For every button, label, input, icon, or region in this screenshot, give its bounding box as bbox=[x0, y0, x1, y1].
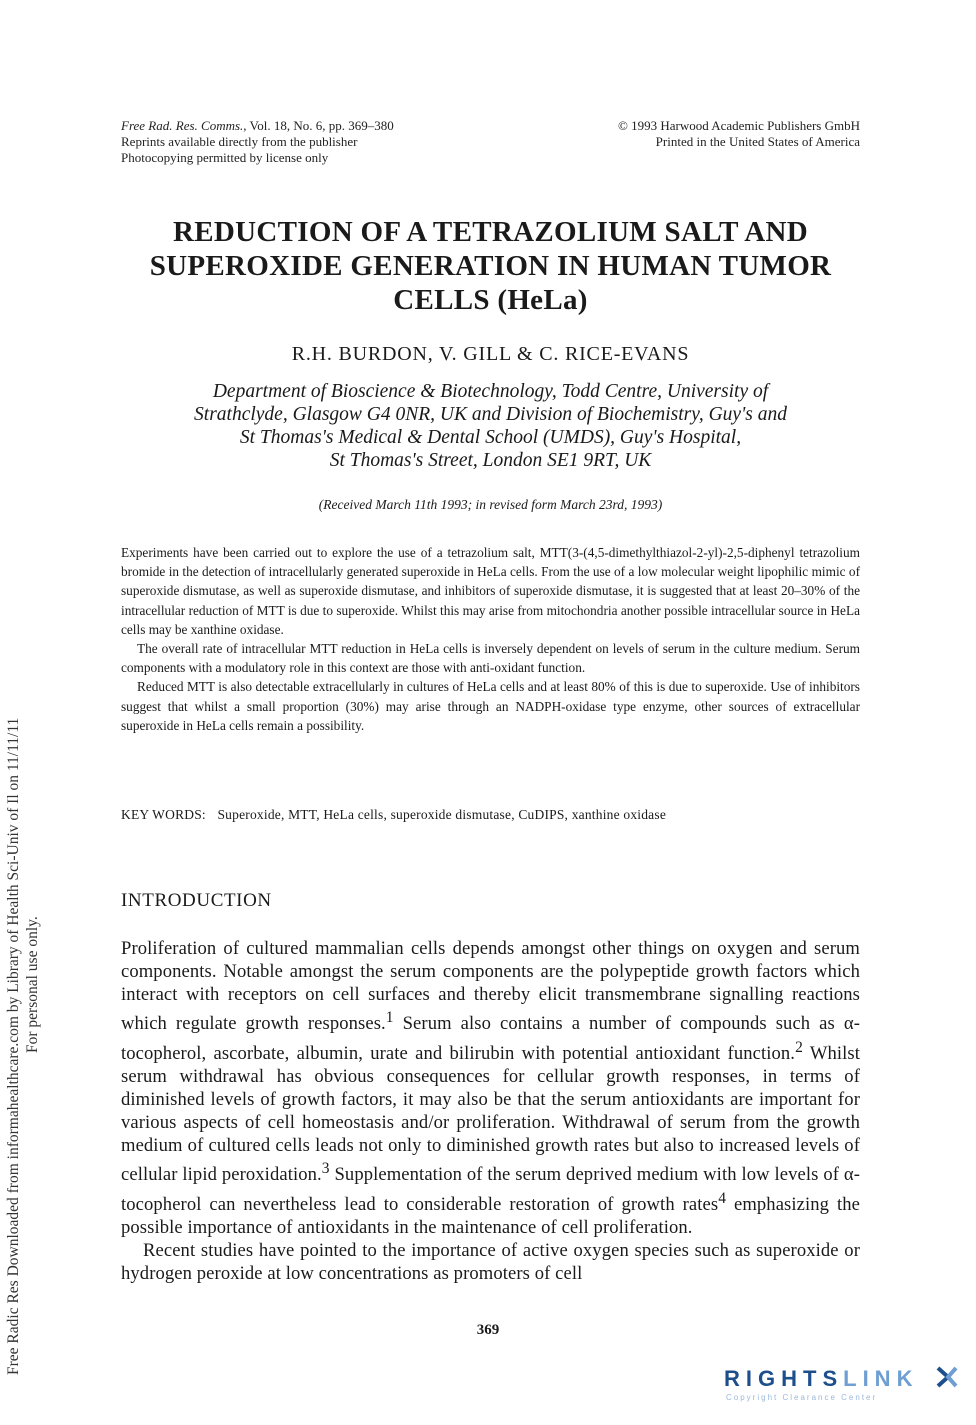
keywords-label: KEY WORDS: bbox=[121, 807, 206, 822]
citation-ref: 1 bbox=[385, 1009, 394, 1027]
affiliation-line-2: Strathclyde, Glasgow G4 0NR, UK and Division of Biochemistry, Guy's and bbox=[194, 404, 787, 425]
header-left bbox=[121, 118, 394, 166]
download-notice-line1: Free Radic Res Downloaded from informahealthcare.com by Library of Health Sci-Univ of Il on 11/11/11 bbox=[5, 717, 22, 1375]
affiliation-line-4: St Thomas's Street, London SE1 9RT, UK bbox=[329, 450, 652, 471]
affiliation-line-3: St Thomas's Medical & Dental School (UMDS), Guy's Hospital, bbox=[239, 427, 742, 448]
body-text bbox=[121, 937, 860, 1285]
title-line-1: REDUCTION OF A TETRAZOLIUM SALT AND bbox=[173, 216, 808, 248]
title-line-3: CELLS (HeLa) bbox=[393, 284, 588, 316]
citation-line bbox=[121, 118, 394, 134]
title-line-2: SUPEROXIDE GENERATION IN HUMAN TUMOR bbox=[149, 250, 832, 282]
keywords-list: Superoxide, MTT, HeLa cells, superoxide dismutase, CuDIPS, xanthine oxidase bbox=[217, 807, 667, 822]
body-text-span: Serum also contains a number of compounds such as α-tocopherol, ascorbate, albumin, urate and bilirubin with potential antioxidant function. bbox=[121, 1013, 860, 1064]
reprints-line: Reprints available directly from the publisher bbox=[121, 134, 358, 149]
journal-name: Free Rad. Res. Comms. bbox=[121, 118, 244, 133]
authors: R.H. BURDON, V. GILL & C. RICE-EVANS bbox=[291, 343, 690, 365]
chevron-left-icon bbox=[948, 1368, 956, 1386]
citation-ref: 3 bbox=[321, 1160, 330, 1178]
keywords bbox=[121, 807, 860, 823]
journal-citation: , Vol. 18, No. 6, pp. 369–380 bbox=[243, 118, 394, 133]
photocopy-line: Photocopying permitted by license only bbox=[121, 150, 329, 165]
received-dates: (Received March 11th 1993; in revised form March 23rd, 1993) bbox=[318, 497, 663, 512]
header-right bbox=[618, 118, 860, 150]
rightslink-logo-subtext: Copyright Clearance Center bbox=[726, 1393, 878, 1402]
abstract-paragraph-2: The overall rate of intracellular MTT reduction in HeLa cells is inversely dependent on levels of serum in the culture medium. Serum components with a modulatory role in this context are those with anti-oxidant function. bbox=[121, 641, 860, 676]
copyright-line: © 1993 Harwood Academic Publishers GmbH bbox=[617, 118, 860, 133]
body-text-span: Supplementation of the serum deprived medium with low levels of α-tocopherol can nevertheless lead to considerable restoration of growth rates bbox=[121, 1164, 861, 1215]
citation-ref: 4 bbox=[718, 1189, 727, 1207]
download-notice bbox=[4, 375, 44, 1375]
download-notice-line2: For personal use only. bbox=[24, 916, 41, 1053]
section-heading: INTRODUCTION bbox=[121, 890, 272, 911]
rightslink-logo-graphic bbox=[724, 1362, 960, 1404]
body-text-span: Proliferation of cultured mammalian cells depends amongst other things on oxygen and serum components. Notable amongst the serum components are the polypeptide growth factors which interact with receptors on cell surfaces and thereby elicit transmembrane signalling reactions which regulate growth responses. bbox=[121, 938, 860, 1035]
paper-title bbox=[121, 215, 860, 317]
printed-line: Printed in the United States of America bbox=[655, 134, 860, 149]
abstract-paragraph-3: Reduced MTT is also detectable extracellularly in cultures of HeLa cells and at least 80% of this is due to superoxide. Use of inhibitors suggest that whilst a small proportion (30%) may arise through an NADPH-oxidase type enzyme, other sources of extracellular superoxide in HeLa cells remain a possibility. bbox=[121, 679, 860, 733]
citation-ref: 2 bbox=[795, 1038, 803, 1056]
abstract-paragraph-1: Experiments have been carried out to explore the use of a tetrazolium salt, MTT(3-(4,5-dimethylthiazol-2-yl)-2,5-diphenyl tetrazolium bromide in the detection of intracellularly generated superoxide in HeLa cells. From the use of a low molecular weight lipophilic mimic of superoxide dismutase, as well as superoxide dismutase, and inhibitors of superoxide dismutase, it is suggested that at least 20–30% of the intracellular reduction of MTT is due to superoxide. Whilst this may arise from mitochondria another possible intracellular source in HeLa cells may be xanthine oxidase. bbox=[121, 545, 860, 637]
rightslink-logo bbox=[724, 1362, 960, 1404]
abstract bbox=[121, 543, 860, 735]
affiliation bbox=[121, 380, 860, 472]
affiliation-line-1: Department of Bioscience & Biotechnology, Todd Centre, University of bbox=[212, 381, 769, 402]
page-number: 369 bbox=[476, 1322, 500, 1338]
body-text-span: emphasizing the possible importance of antioxidants in the maintenance of cell proliferation. bbox=[121, 1193, 860, 1238]
body-paragraph-2: Recent studies have pointed to the importance of active oxygen species such as superoxide or hydrogen peroxide at low concentrations as promoters of cell bbox=[121, 1239, 860, 1284]
rightslink-logo-text: RIGHTSLINK bbox=[724, 1366, 919, 1391]
body-text-span: Whilst serum withdrawal has obvious consequences for cellular growth responses, in terms of diminished levels of growth factors, it may also be that the serum antioxidants are important for various aspects of cell homeostasis and/or proliferation. Withdrawal of serum from the growth medium of cultured cells leads not only to diminished growth rates but also to increased levels of cellular lipid peroxidation. bbox=[121, 1042, 861, 1186]
body-paragraph-1 bbox=[121, 937, 860, 1239]
